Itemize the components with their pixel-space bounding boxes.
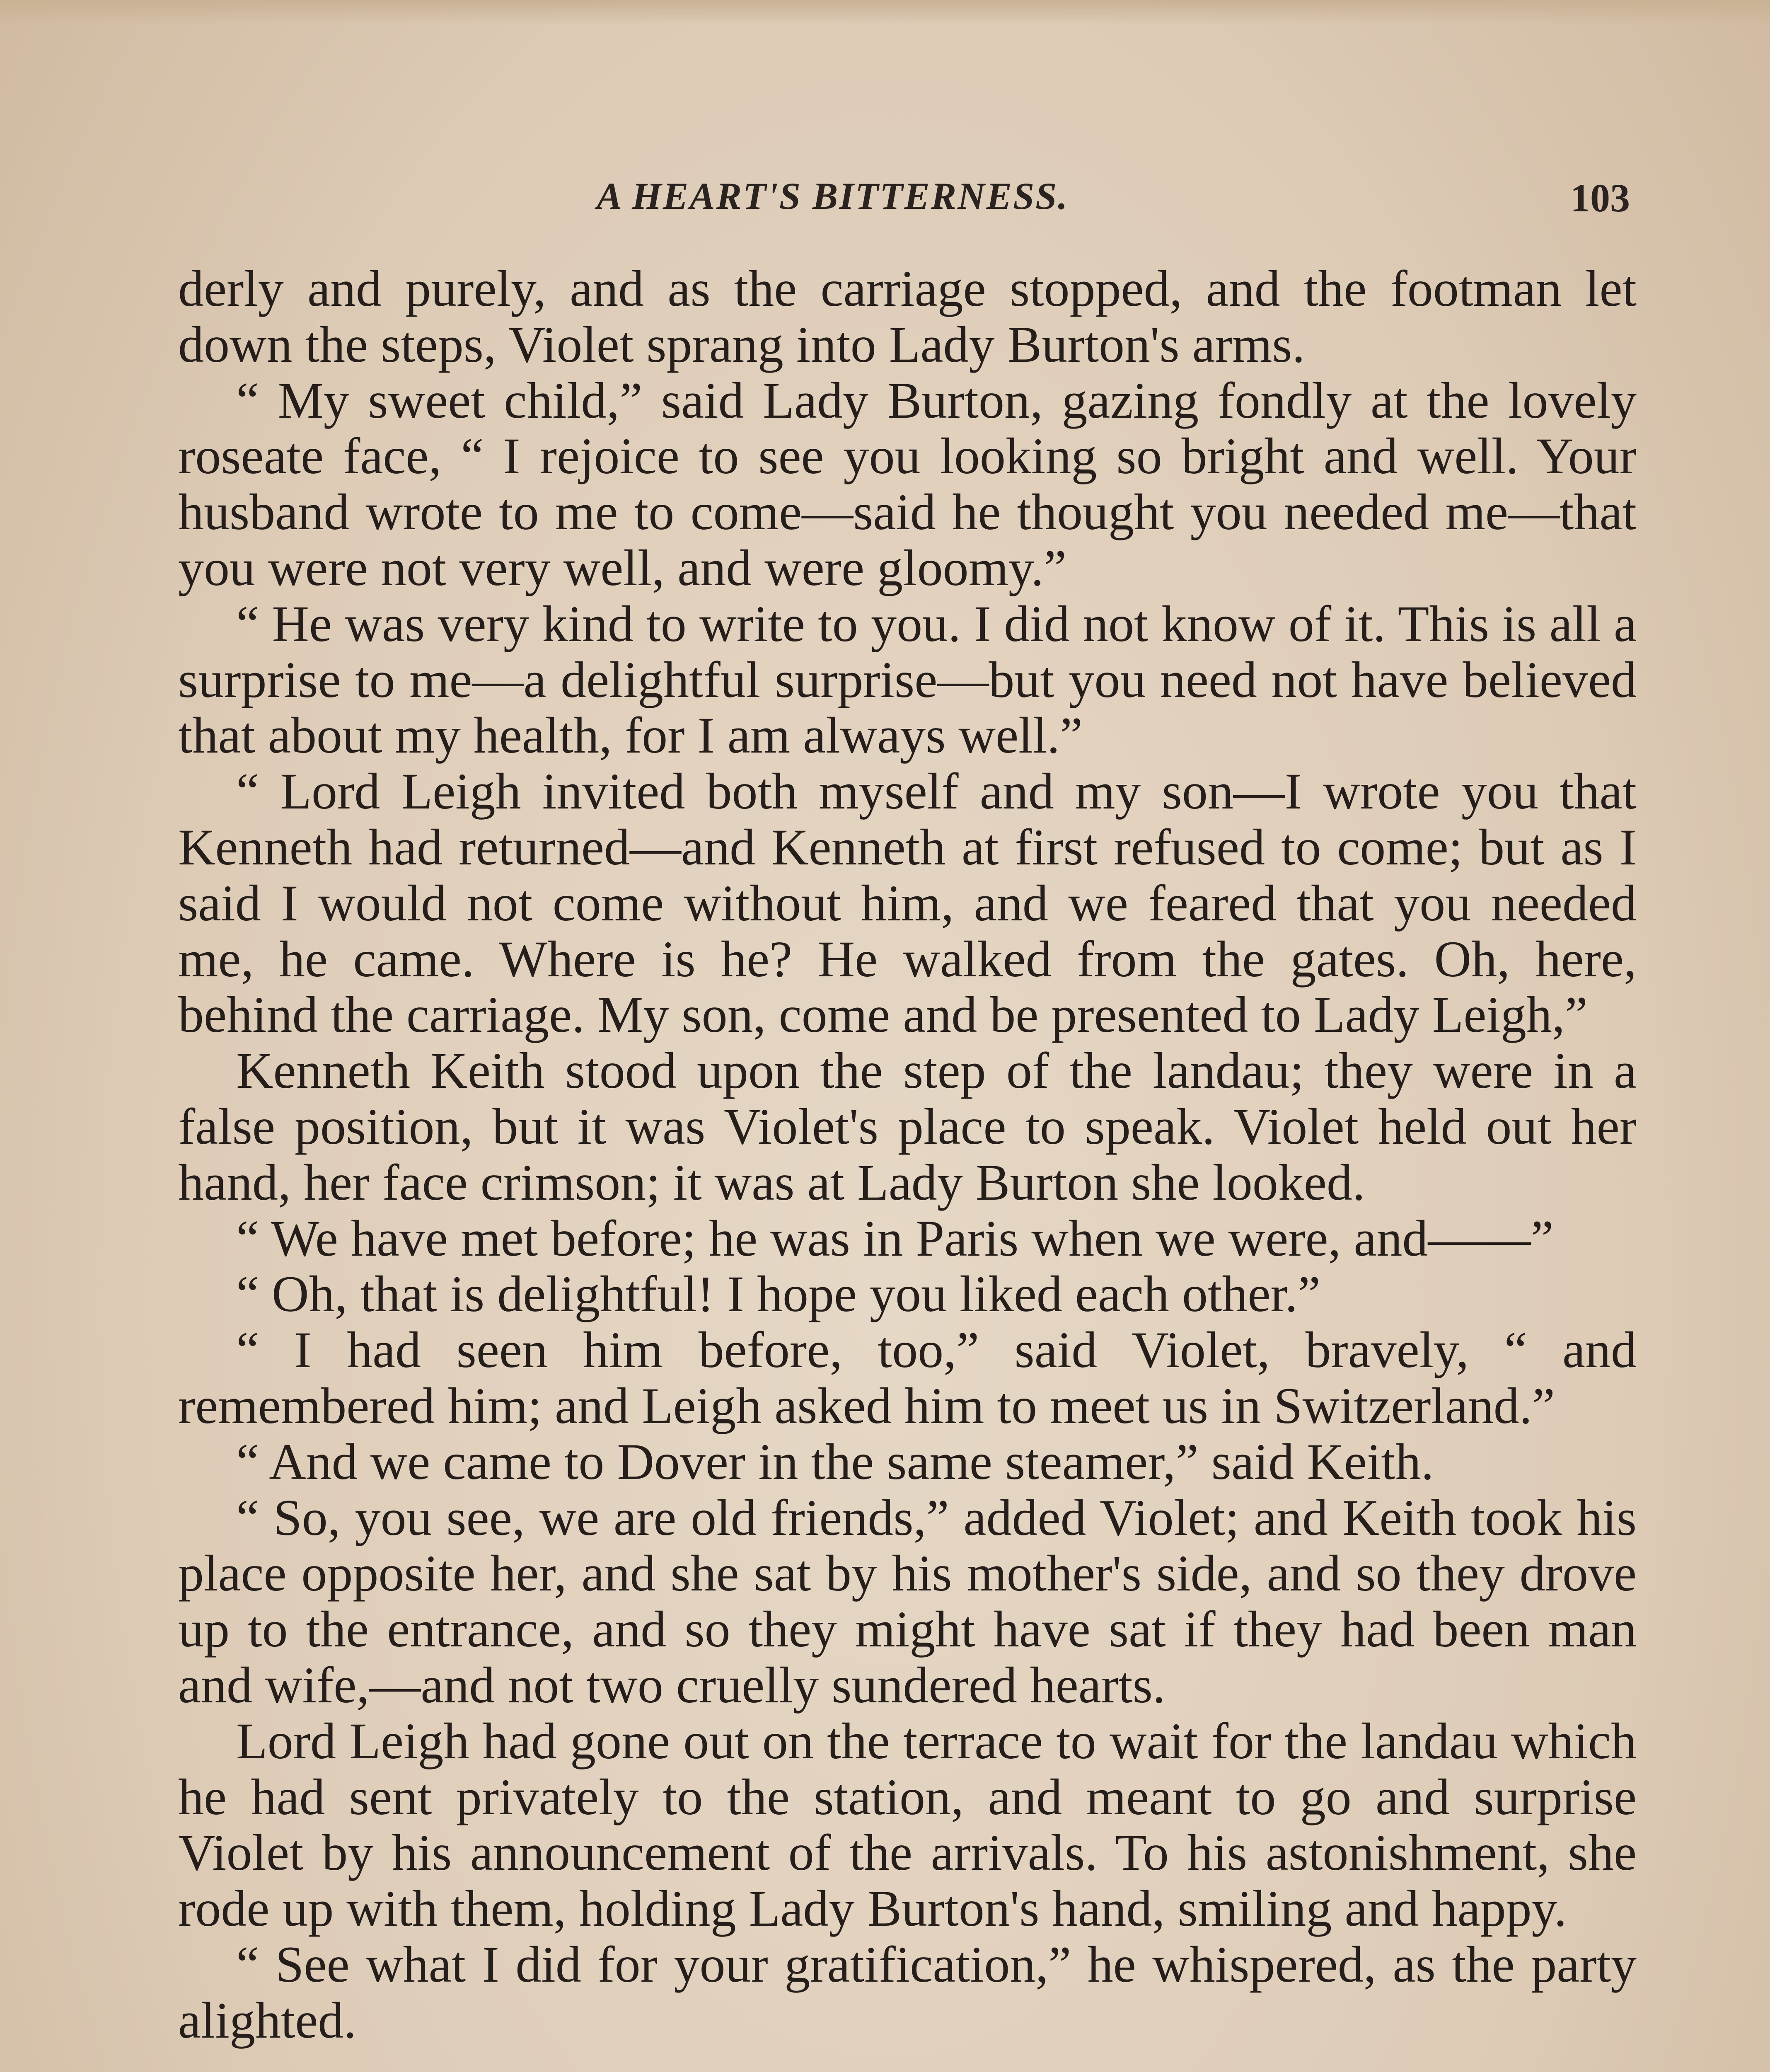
page-number: 103 [1570, 176, 1630, 220]
paragraph: “ My sweet child,” said Lady Burton, gazing fondly at the lovely roseate face, “ I rejoice to see you looking so bright and well. Your husband wrote to me to come—said he thought you needed me—that you were not very well, and were gloomy.” [178, 372, 1637, 596]
paragraph: “ He was very kind to write to you. I did not know of it. This is all a surprise to me—a delightful surprise—but you need not have believed that about my health, for I am always well.” [178, 595, 1637, 764]
paragraph: “ See what I did for your gratification,” he whispered, as the party alighted. [178, 1936, 1637, 2049]
paragraph: “ We have met before; he was in Paris when we were, and——” [236, 1210, 1554, 1267]
paragraph: “ Oh, that is delightful! I hope you liked each other.” [236, 1266, 1321, 1323]
body-text [178, 261, 1637, 2049]
paragraph: Lord Leigh had gone out on the terrace to wait for the landau which he had sent privately to the station, and meant to go and surprise Violet by his announcement of the arrivals. To his astonishment, she rode up with them, holding Lady Burton's hand, smiling and happy. [178, 1712, 1637, 1937]
paragraph: Kenneth Keith stood upon the step of the landau; they were in a false position, but it was Violet's place to speak. Violet held out her hand, her face crimson; it was at Lady Burton she looked. [178, 1042, 1637, 1211]
page-edge-shadow [0, 0, 1770, 25]
paragraph: “ And we came to Dover in the same steamer,” said Keith. [236, 1433, 1434, 1490]
paragraph: “ Lord Leigh invited both myself and my son—I wrote you that Kenneth had returned—and Kenneth at first refused to come; but as I said I would not come without him, and we feared that you needed me, he came. Where is he? He walked from the gates. Oh, here, behind the carriage. My son, come and be presented to Lady Leigh,” [178, 763, 1637, 1043]
paragraph: derly and purely, and as the carriage stopped, and the footman let down the steps, Violet sprang into Lady Burton's arms. [178, 260, 1637, 373]
running-head-title: A HEART'S BITTERNESS. [597, 175, 1069, 217]
paragraph: “ I had seen him before, too,” said Violet, bravely, “ and remembered him; and Leigh asked him to meet us in Switzerland.” [178, 1322, 1637, 1434]
running-head [0, 174, 1770, 220]
paragraph: “ So, you see, we are old friends,” added Violet; and Keith took his place opposite her, and she sat by his mother's side, and so they drove up to the entrance, and so they might have sat if they had been man and wife,—and not two cruelly sundered hearts. [178, 1489, 1637, 1714]
